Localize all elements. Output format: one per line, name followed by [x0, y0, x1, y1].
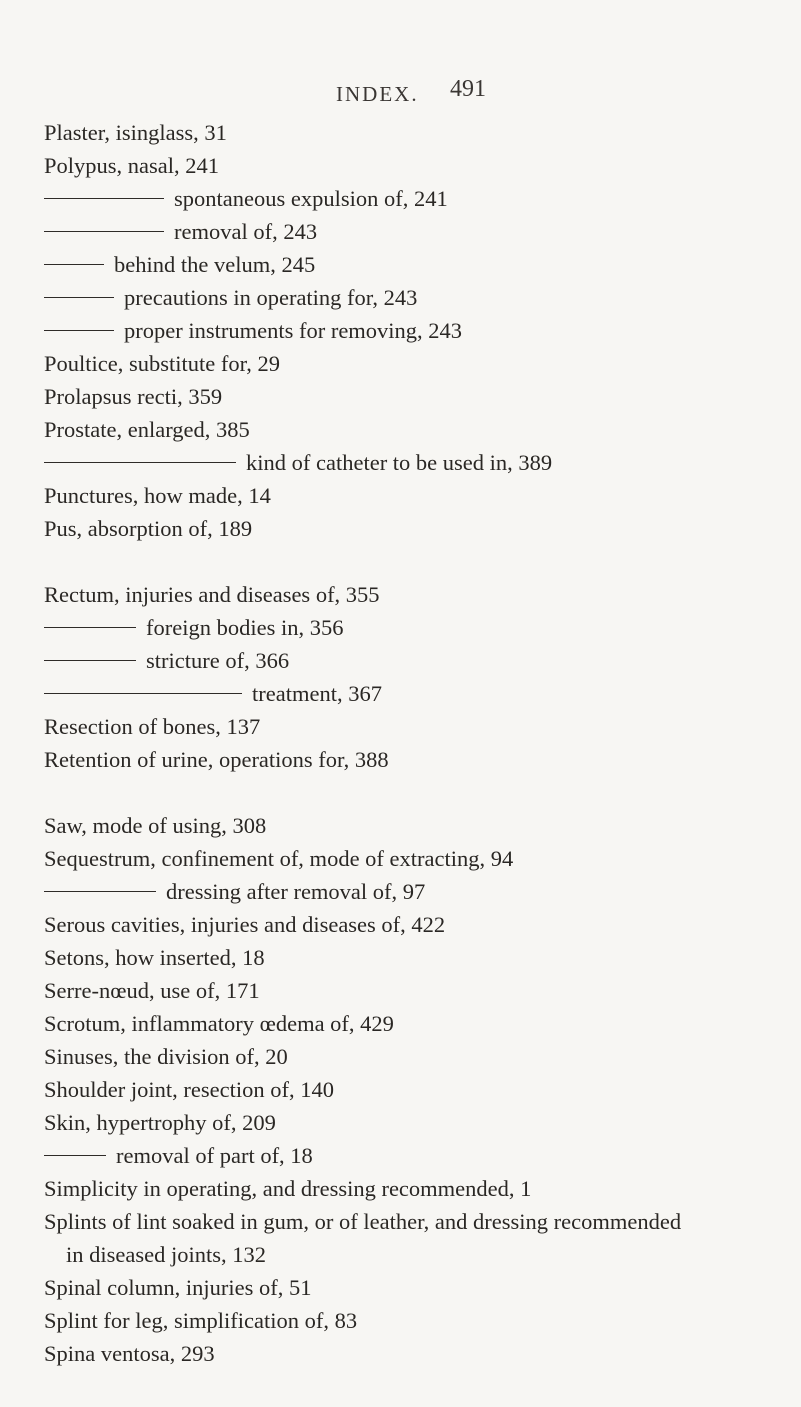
index-entry [44, 974, 801, 1007]
entry-text: Punctures, how made, 14 [44, 483, 271, 508]
ditto-rule [44, 627, 136, 628]
entry-text: Plaster, isinglass, 31 [44, 120, 227, 145]
entry-text: Polypus, nasal, 241 [44, 153, 220, 178]
index-entry [44, 1172, 801, 1205]
ditto-rule [44, 297, 114, 298]
index-entry [44, 743, 801, 776]
entry-text: Shoulder joint, resection of, 140 [44, 1077, 334, 1102]
index-subentry [44, 875, 801, 908]
entry-text: in diseased joints, 132 [66, 1242, 266, 1267]
entry-text: Rectum, injuries and diseases of, 355 [44, 582, 380, 607]
index-entry [44, 1040, 801, 1073]
running-head: INDEX. [336, 82, 419, 106]
ditto-rule [44, 891, 156, 892]
entry-text: stricture of, 366 [146, 648, 290, 673]
entry-text: Poultice, substitute for, 29 [44, 351, 280, 376]
entry-text: Spina ventosa, 293 [44, 1341, 215, 1366]
index-entry [44, 479, 801, 512]
ditto-rule [44, 462, 236, 463]
entry-text: Prostate, enlarged, 385 [44, 417, 250, 442]
entry-text: Serre-nœud, use of, 171 [44, 978, 260, 1003]
index-entry [44, 413, 801, 446]
index-subentry [44, 281, 801, 314]
entry-text: Resection of bones, 137 [44, 714, 261, 739]
index-subentry [44, 182, 801, 215]
index-subentry [44, 677, 801, 710]
entry-text: Saw, mode of using, 308 [44, 813, 267, 838]
entry-text: Scrotum, inflammatory œdema of, 429 [44, 1011, 394, 1036]
ditto-rule [44, 198, 164, 199]
index-entry [44, 908, 801, 941]
index-entry [44, 941, 801, 974]
entry-text: foreign bodies in, 356 [146, 615, 344, 640]
entry-text: Serous cavities, injuries and diseases of, 422 [44, 912, 446, 937]
index-entry [44, 1271, 801, 1304]
ditto-rule [44, 1155, 106, 1156]
index-subentry [44, 611, 801, 644]
ditto-rule [44, 660, 136, 661]
index-entry [44, 710, 801, 743]
index-entry [44, 842, 801, 875]
entry-text: Skin, hypertrophy of, 209 [44, 1110, 276, 1135]
index-subentry [44, 446, 801, 479]
index-entry [44, 149, 801, 182]
index-subentry [44, 215, 801, 248]
entry-text: Pus, absorption of, 189 [44, 516, 253, 541]
index-subentry [44, 1139, 801, 1172]
ditto-rule [44, 693, 242, 694]
index-subentry [44, 248, 801, 281]
entry-text: kind of catheter to be used in, 389 [246, 450, 553, 475]
index-entry [44, 347, 801, 380]
index-entry [44, 1304, 801, 1337]
index-subentry [44, 644, 801, 677]
entry-text: proper instruments for removing, 243 [124, 318, 463, 343]
entry-text: precautions in operating for, 243 [124, 285, 418, 310]
index-entry [44, 116, 801, 149]
entry-text: Spinal column, injuries of, 51 [44, 1275, 312, 1300]
index-entry [44, 512, 801, 545]
entry-text: spontaneous expulsion of, 241 [174, 186, 448, 211]
entry-text: Prolapsus recti, 359 [44, 384, 223, 409]
index-entry [44, 578, 801, 611]
index-entry [44, 1205, 801, 1238]
index-entry [44, 1337, 801, 1370]
page-number: 491 [450, 76, 486, 102]
entry-text: Sequestrum, confinement of, mode of extracting, 94 [44, 846, 514, 871]
entry-text: Simplicity in operating, and dressing recommended, 1 [44, 1176, 532, 1201]
index-entry [44, 809, 801, 842]
ditto-rule [44, 330, 114, 331]
entry-text: Splints of lint soaked in gum, or of leather, and dressing recommended [44, 1209, 682, 1234]
entry-text: removal of, 243 [174, 219, 318, 244]
entry-text: behind the velum, 245 [114, 252, 316, 277]
entry-text: Sinuses, the division of, 20 [44, 1044, 288, 1069]
ditto-rule [44, 264, 104, 265]
entry-text: treatment, 367 [252, 681, 382, 706]
entry-text: removal of part of, 18 [116, 1143, 313, 1168]
index-entry [44, 380, 801, 413]
entry-text: Retention of urine, operations for, 388 [44, 747, 389, 772]
entry-text: dressing after removal of, 97 [166, 879, 426, 904]
index-entry-continuation [44, 1238, 801, 1271]
entry-text: Splint for leg, simplification of, 83 [44, 1308, 358, 1333]
index-entries [44, 116, 801, 1370]
index-subentry [44, 314, 801, 347]
ditto-rule [44, 231, 164, 232]
index-entry [44, 1073, 801, 1106]
index-entry [44, 1007, 801, 1040]
index-entry [44, 1106, 801, 1139]
entry-text: Setons, how inserted, 18 [44, 945, 265, 970]
